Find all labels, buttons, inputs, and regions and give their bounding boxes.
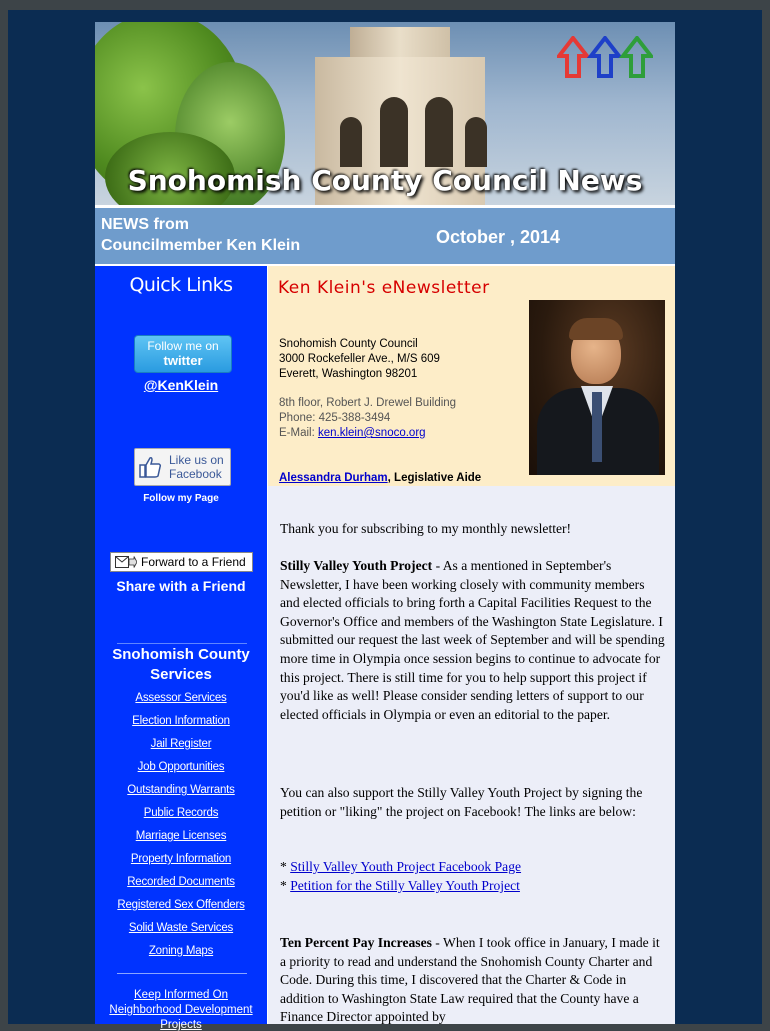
header-banner — [95, 22, 675, 205]
county-logo-icon — [557, 36, 653, 86]
address-line: Snohomish County Council — [279, 338, 418, 350]
service-link-public-records[interactable]: Public Records — [143, 807, 219, 819]
twitter-handle-link[interactable]: @KenKlein — [143, 377, 219, 393]
forward-label: Forward to a Friend — [141, 555, 246, 569]
newsletter-body — [268, 486, 675, 1024]
issue-date: October , 2014 — [436, 227, 561, 247]
services-heading: Snohomish County — [112, 646, 250, 663]
service-link-assessor[interactable]: Assessor Services — [135, 692, 227, 704]
facebook-label: Facebook — [169, 467, 222, 481]
email-line — [279, 427, 426, 439]
share-with-friend-label: Share with a Friend — [116, 578, 246, 594]
bullet: * — [280, 878, 291, 893]
quick-links-heading: Quick Links — [129, 274, 233, 296]
stilly-valley-heading: Stilly Valley Youth Project — [280, 558, 433, 573]
service-link-warrants[interactable]: Outstanding Warrants — [127, 784, 235, 796]
councilmember-photo — [529, 300, 665, 475]
phone-line: Phone: 425-388-3494 — [279, 412, 391, 424]
facebook-page-link[interactable]: Stilly Valley Youth Project Facebook Page — [290, 859, 522, 874]
keep-informed-link[interactable]: Projects — [160, 1019, 202, 1031]
services-heading-line2: Services — [150, 666, 212, 683]
stilly-valley-paragraph — [280, 557, 665, 724]
arch-window — [465, 117, 487, 167]
facebook-like-button[interactable] — [134, 448, 231, 486]
bullet: * — [280, 859, 291, 874]
photo-tie — [592, 392, 602, 462]
newsletter-title: Snohomish County Council News — [127, 164, 643, 197]
service-link-marriage[interactable]: Marriage Licenses — [135, 830, 227, 842]
floor-line: 8th floor, Robert J. Drewel Building — [279, 397, 457, 409]
twitter-logo-text: twitter — [163, 353, 203, 368]
petition-link[interactable]: Petition for the Stilly Valley Youth Project — [290, 878, 520, 893]
councilmember-label: Councilmember Ken Klein — [101, 237, 301, 254]
pay-increase-heading: Ten Percent Pay Increases — [280, 935, 432, 950]
service-link-recorded-docs[interactable]: Recorded Documents — [127, 876, 235, 888]
service-link-election[interactable]: Election Information — [132, 715, 230, 727]
address-line: 3000 Rockefeller Ave., M/S 609 — [279, 353, 440, 365]
thumbs-up-icon — [139, 455, 163, 479]
thank-you-text: Thank you for subscribing to my monthly newsletter! — [280, 521, 572, 536]
service-link-zoning[interactable]: Zoning Maps — [148, 945, 214, 957]
news-from-label: NEWS from — [101, 216, 189, 233]
petition-paragraph: You can also support the Stilly Valley Youth Project by signing the petition or "liking" the project on Facebook! The links are below: — [280, 785, 643, 819]
aide-title: , Legislative Aide — [387, 472, 482, 484]
follow-my-page-label: Follow my Page — [143, 493, 219, 504]
link-item — [280, 877, 665, 896]
stilly-valley-text: - As a mentioned in September's Newsletter, I have been working closely with community members and elected officials to bring forth a Capital Facilities Request to the Governor's Office and members of the Washington State Legislature. I submitted our request the last week of September and will be spending more time in Olympia once session begins to continue to advocate for this project. There is still time for you to help support this project if you'd like as well! Please consider sending letters of support to our elected officials in Olympia or even an editorial to the paper. — [280, 558, 665, 722]
divider — [117, 643, 247, 644]
enewsletter-heading: Ken Klein's eNewsletter — [278, 278, 490, 298]
pay-increase-text: - When I took office in January, I made it a priority to read and understand the Snohomish County Charter and Code. During this time, I discovered that the Charter & Code in addition to Washington State Law required that the County have a Finance Director appointed by — [280, 935, 660, 1025]
aide-line — [279, 472, 481, 484]
service-link-solid-waste[interactable]: Solid Waste Services — [128, 922, 234, 934]
twitter-follow-button[interactable] — [134, 335, 232, 373]
arch-window — [340, 117, 362, 167]
link-item — [280, 858, 665, 877]
twitter-follow-label: Follow me on — [147, 339, 219, 353]
service-link-property[interactable]: Property Information — [130, 853, 232, 865]
facebook-like-label: Like us on — [169, 453, 224, 467]
aide-name-link[interactable]: Alessandra Durham — [279, 472, 388, 484]
photo-hair — [569, 318, 623, 340]
sidebar — [95, 266, 267, 1031]
keep-informed-link[interactable]: Keep Informed On — [134, 989, 228, 1001]
envelope-arrow-icon — [115, 556, 137, 568]
email-link[interactable]: ken.klein@snoco.org — [317, 427, 426, 439]
service-link-jail[interactable]: Jail Register — [150, 738, 212, 750]
pay-increase-paragraph — [280, 934, 665, 1027]
divider — [117, 973, 247, 974]
email-label: E-Mail: — [279, 427, 318, 439]
newsletter — [95, 22, 675, 1031]
arch-window — [380, 97, 408, 167]
forward-to-friend-button[interactable] — [110, 552, 253, 572]
keep-informed-link[interactable]: Neighborhood Development — [109, 1004, 253, 1016]
contact-panel — [268, 266, 675, 486]
address-line: Everett, Washington 98201 — [279, 368, 418, 380]
subheader-bar — [95, 208, 675, 264]
service-link-sex-offenders[interactable]: Registered Sex Offenders — [117, 899, 245, 911]
service-link-jobs[interactable]: Job Opportunities — [137, 761, 225, 773]
arch-window — [425, 97, 453, 167]
